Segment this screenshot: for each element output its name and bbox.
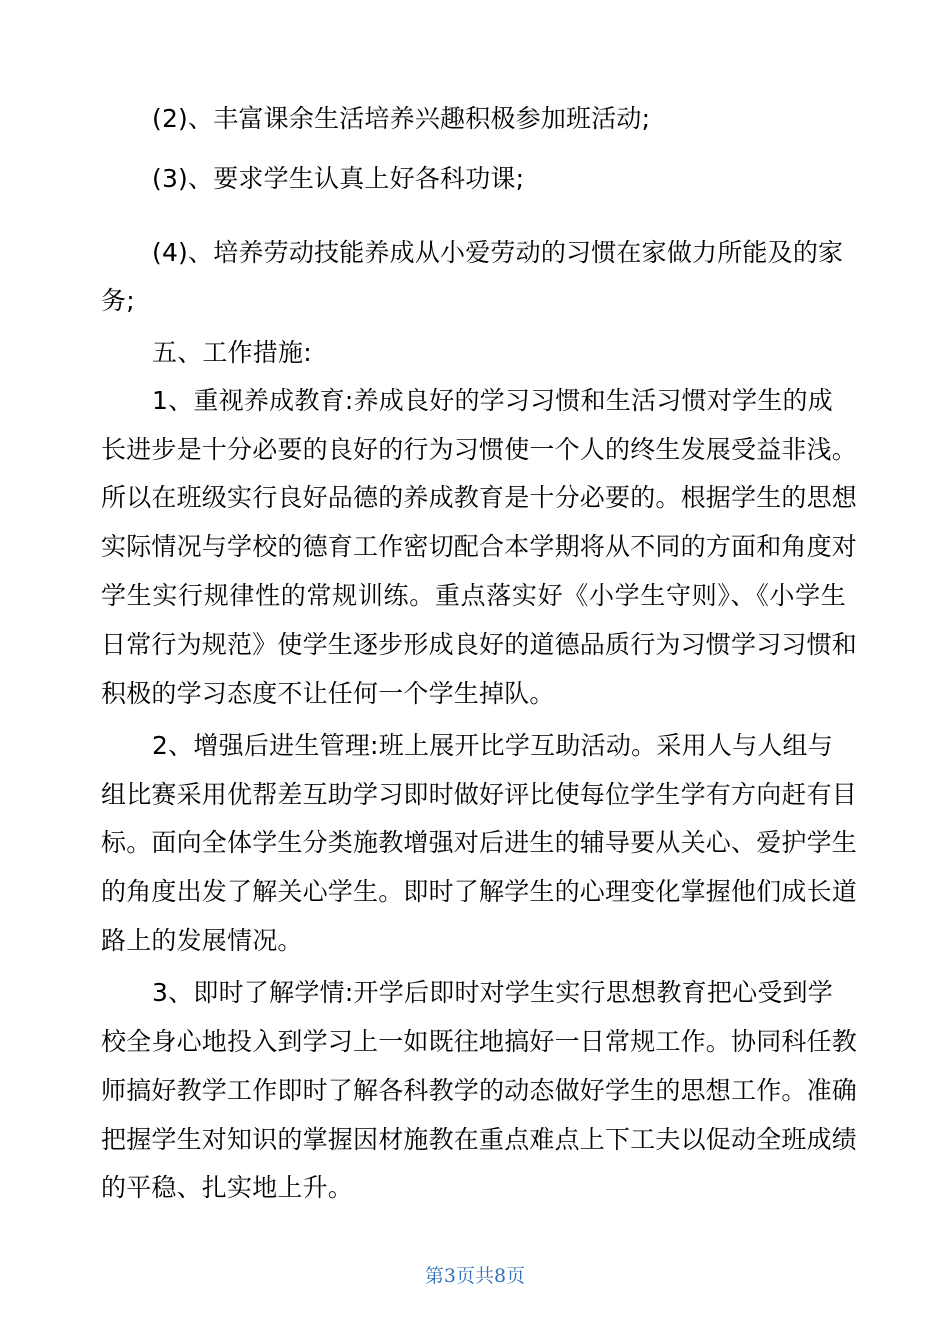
list-item-4-line-2: 务; xyxy=(101,286,135,315)
paragraph-3-line-1: 3、即时了解学情:开学后即时对学生实行思想教育把心受到学 xyxy=(152,978,833,1007)
paragraph-1-line-5: 学生实行规律性的常规训练。重点落实好《小学生守则》、《小学生 xyxy=(101,581,846,610)
paragraph-3-line-4: 把握学生对知识的掌握因材施教在重点难点上下工夫以促动全班成绩 xyxy=(101,1125,858,1154)
paragraph-2-line-3: 标。面向全体学生分类施教增强对后进生的辅导要从关心、爱护学生 xyxy=(101,828,858,857)
list-item-4-line-1: (4)、培养劳动技能养成从小爱劳动的习惯在家做力所能及的家 xyxy=(152,238,844,267)
paragraph-1-line-7: 积极的学习态度不让任何一个学生掉队。 xyxy=(101,679,555,708)
list-item-3: (3)、要求学生认真上好各科功课; xyxy=(152,164,525,193)
paragraph-1-line-6: 日常行为规范》使学生逐步形成良好的道德品质行为习惯学习习惯和 xyxy=(101,630,858,659)
paragraph-2-line-5: 路上的发展情况。 xyxy=(101,926,303,955)
section-heading: 五、工作措施: xyxy=(152,338,312,367)
paragraph-2-line-1: 2、增强后进生管理:班上展开比学互助活动。采用人与人组与 xyxy=(152,731,833,760)
paragraph-1-line-2: 长进步是十分必要的良好的行为习惯使一个人的终生发展受益非浅。 xyxy=(101,435,858,464)
list-item-2: (2)、丰富课余生活培养兴趣积极参加班活动; xyxy=(152,104,651,133)
paragraph-1-line-4: 实际情况与学校的德育工作密切配合本学期将从不同的方面和角度对 xyxy=(101,532,858,561)
paragraph-1-line-3: 所以在班级实行良好品德的养成教育是十分必要的。根据学生的思想 xyxy=(101,483,858,512)
paragraph-2-line-4: 的角度出发了解关心学生。即时了解学生的心理变化掌握他们成长道 xyxy=(101,877,858,906)
paragraph-3-line-3: 师搞好教学工作即时了解各科教学的动态做好学生的思想工作。准确 xyxy=(101,1076,858,1105)
page-number: 第3页共8页 xyxy=(424,1265,526,1287)
paragraph-1-line-1: 1、重视养成教育:养成良好的学习习惯和生活习惯对学生的成 xyxy=(152,386,833,415)
paragraph-3-line-2: 校全身心地投入到学习上一如既往地搞好一日常规工作。协同科任教 xyxy=(101,1027,858,1056)
paragraph-3-line-5: 的平稳、扎实地上升。 xyxy=(101,1173,354,1202)
paragraph-2-line-2: 组比赛采用优帮差互助学习即时做好评比使每位学生学有方向赶有目 xyxy=(101,780,858,809)
